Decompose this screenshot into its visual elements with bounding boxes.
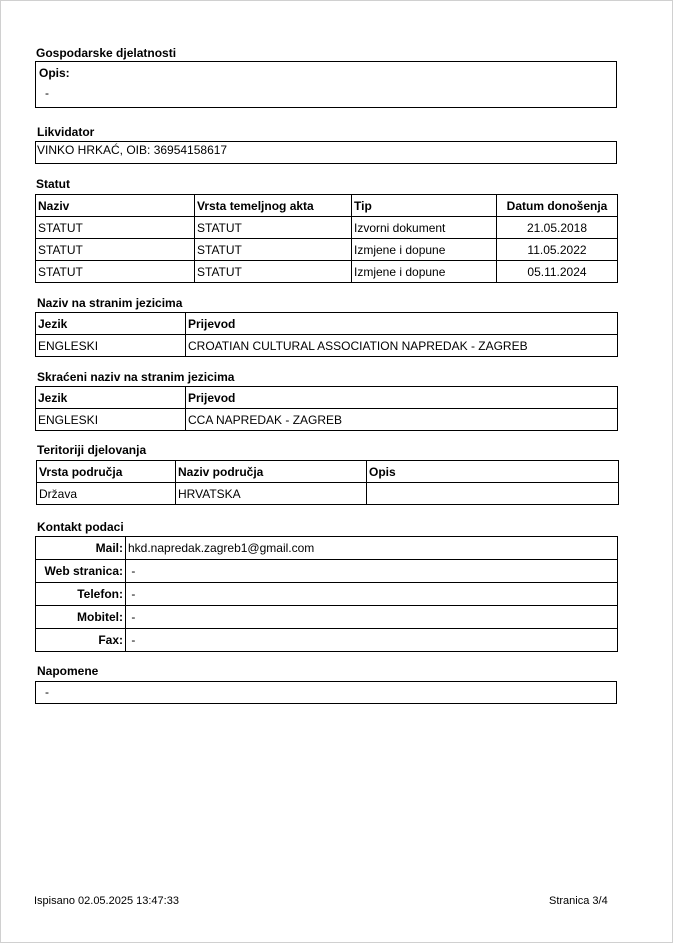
napomene-value: - bbox=[45, 685, 49, 699]
footer-page-number: Stranica 3/4 bbox=[549, 895, 608, 907]
kontakt-row-web bbox=[36, 560, 618, 583]
teritoriji-cell-opis bbox=[367, 483, 619, 505]
section-title-skraceni-naziv: Skraćeni naziv na stranim jezicima bbox=[37, 370, 235, 384]
kontakt-label-web: Web stranica: bbox=[36, 560, 126, 583]
statut-cell-tip: Izmjene i dopune bbox=[352, 261, 497, 283]
kontakt-row-mobitel bbox=[36, 606, 618, 629]
statut-cell-vrsta: STATUT bbox=[195, 217, 352, 239]
kontakt-label-mail: Mail: bbox=[36, 537, 126, 560]
statut-cell-naziv: STATUT bbox=[36, 217, 195, 239]
likvidator-value: VINKO HRKAĆ, OIB: 36954158617 bbox=[37, 143, 228, 157]
statut-cell-naziv: STATUT bbox=[36, 239, 195, 261]
skraceni-naziv-cell-jezik: ENGLESKI bbox=[36, 409, 186, 431]
teritoriji-table bbox=[36, 460, 619, 505]
statut-cell-vrsta: STATUT bbox=[195, 239, 352, 261]
skraceni-naziv-header-row bbox=[36, 387, 618, 409]
napomene-box bbox=[35, 681, 617, 704]
section-title-kontakt: Kontakt podaci bbox=[37, 520, 124, 534]
naziv-strani-header-prijevod: Prijevod bbox=[186, 313, 618, 335]
teritoriji-header-row bbox=[37, 461, 619, 483]
skraceni-naziv-table bbox=[35, 386, 618, 431]
section-title-naziv-strani: Naziv na stranim jezicima bbox=[37, 296, 183, 310]
kontakt-row-fax bbox=[36, 629, 618, 652]
statut-header-vrsta: Vrsta temeljnog akta bbox=[195, 195, 352, 217]
statut-header-datum: Datum donošenja bbox=[497, 195, 618, 217]
likvidator-box bbox=[35, 141, 617, 164]
table-row bbox=[37, 483, 619, 505]
statut-header-tip: Tip bbox=[352, 195, 497, 217]
kontakt-table bbox=[35, 536, 618, 652]
statut-cell-datum: 05.11.2024 bbox=[497, 261, 618, 283]
kontakt-value-web: - bbox=[126, 560, 618, 583]
kontakt-label-telefon: Telefon: bbox=[36, 583, 126, 606]
naziv-strani-header-jezik: Jezik bbox=[36, 313, 186, 335]
teritoriji-cell-naziv: HRVATSKA bbox=[176, 483, 367, 505]
statut-header-row bbox=[36, 195, 618, 217]
teritoriji-cell-vrsta: Država bbox=[37, 483, 176, 505]
footer-printed-timestamp: Ispisano 02.05.2025 13:47:33 bbox=[34, 895, 179, 907]
section-title-teritoriji: Teritoriji djelovanja bbox=[37, 443, 147, 457]
section-title-gospodarske: Gospodarske djelatnosti bbox=[36, 46, 177, 60]
kontakt-row-telefon bbox=[36, 583, 618, 606]
naziv-strani-cell-prijevod: CROATIAN CULTURAL ASSOCIATION NAPREDAK - ZAGREB bbox=[186, 335, 618, 357]
teritoriji-header-opis: Opis bbox=[367, 461, 619, 483]
section-title-statut: Statut bbox=[36, 177, 70, 191]
table-row bbox=[36, 239, 618, 261]
table-row bbox=[36, 409, 618, 431]
opis-value: - bbox=[45, 86, 49, 100]
table-row bbox=[36, 335, 618, 357]
skraceni-naziv-header-prijevod: Prijevod bbox=[186, 387, 618, 409]
statut-header-naziv: Naziv bbox=[36, 195, 195, 217]
skraceni-naziv-cell-prijevod: CCA NAPREDAK - ZAGREB bbox=[186, 409, 618, 431]
section-title-likvidator: Likvidator bbox=[37, 125, 95, 139]
statut-cell-datum: 11.05.2022 bbox=[497, 239, 618, 261]
skraceni-naziv-header-jezik: Jezik bbox=[36, 387, 186, 409]
statut-cell-tip: Izvorni dokument bbox=[352, 217, 497, 239]
statut-cell-datum: 21.05.2018 bbox=[497, 217, 618, 239]
kontakt-value-mobitel: - bbox=[126, 606, 618, 629]
kontakt-label-fax: Fax: bbox=[36, 629, 126, 652]
kontakt-label-mobitel: Mobitel: bbox=[36, 606, 126, 629]
table-row bbox=[36, 261, 618, 283]
teritoriji-header-vrsta: Vrsta područja bbox=[37, 461, 176, 483]
table-row bbox=[36, 217, 618, 239]
teritoriji-header-naziv: Naziv područja bbox=[176, 461, 367, 483]
kontakt-row-mail bbox=[36, 537, 618, 560]
kontakt-value-mail: hkd.napredak.zagreb1@gmail.com bbox=[126, 537, 618, 560]
gospodarske-box bbox=[35, 61, 617, 108]
statut-cell-naziv: STATUT bbox=[36, 261, 195, 283]
statut-cell-tip: Izmjene i dopune bbox=[352, 239, 497, 261]
naziv-strani-header-row bbox=[36, 313, 618, 335]
kontakt-value-fax: - bbox=[126, 629, 618, 652]
naziv-strani-cell-jezik: ENGLESKI bbox=[36, 335, 186, 357]
naziv-strani-table bbox=[35, 312, 618, 357]
statut-table bbox=[35, 194, 618, 283]
statut-cell-vrsta: STATUT bbox=[195, 261, 352, 283]
kontakt-value-telefon: - bbox=[126, 583, 618, 606]
section-title-napomene: Napomene bbox=[37, 664, 99, 678]
opis-label: Opis: bbox=[39, 66, 70, 80]
